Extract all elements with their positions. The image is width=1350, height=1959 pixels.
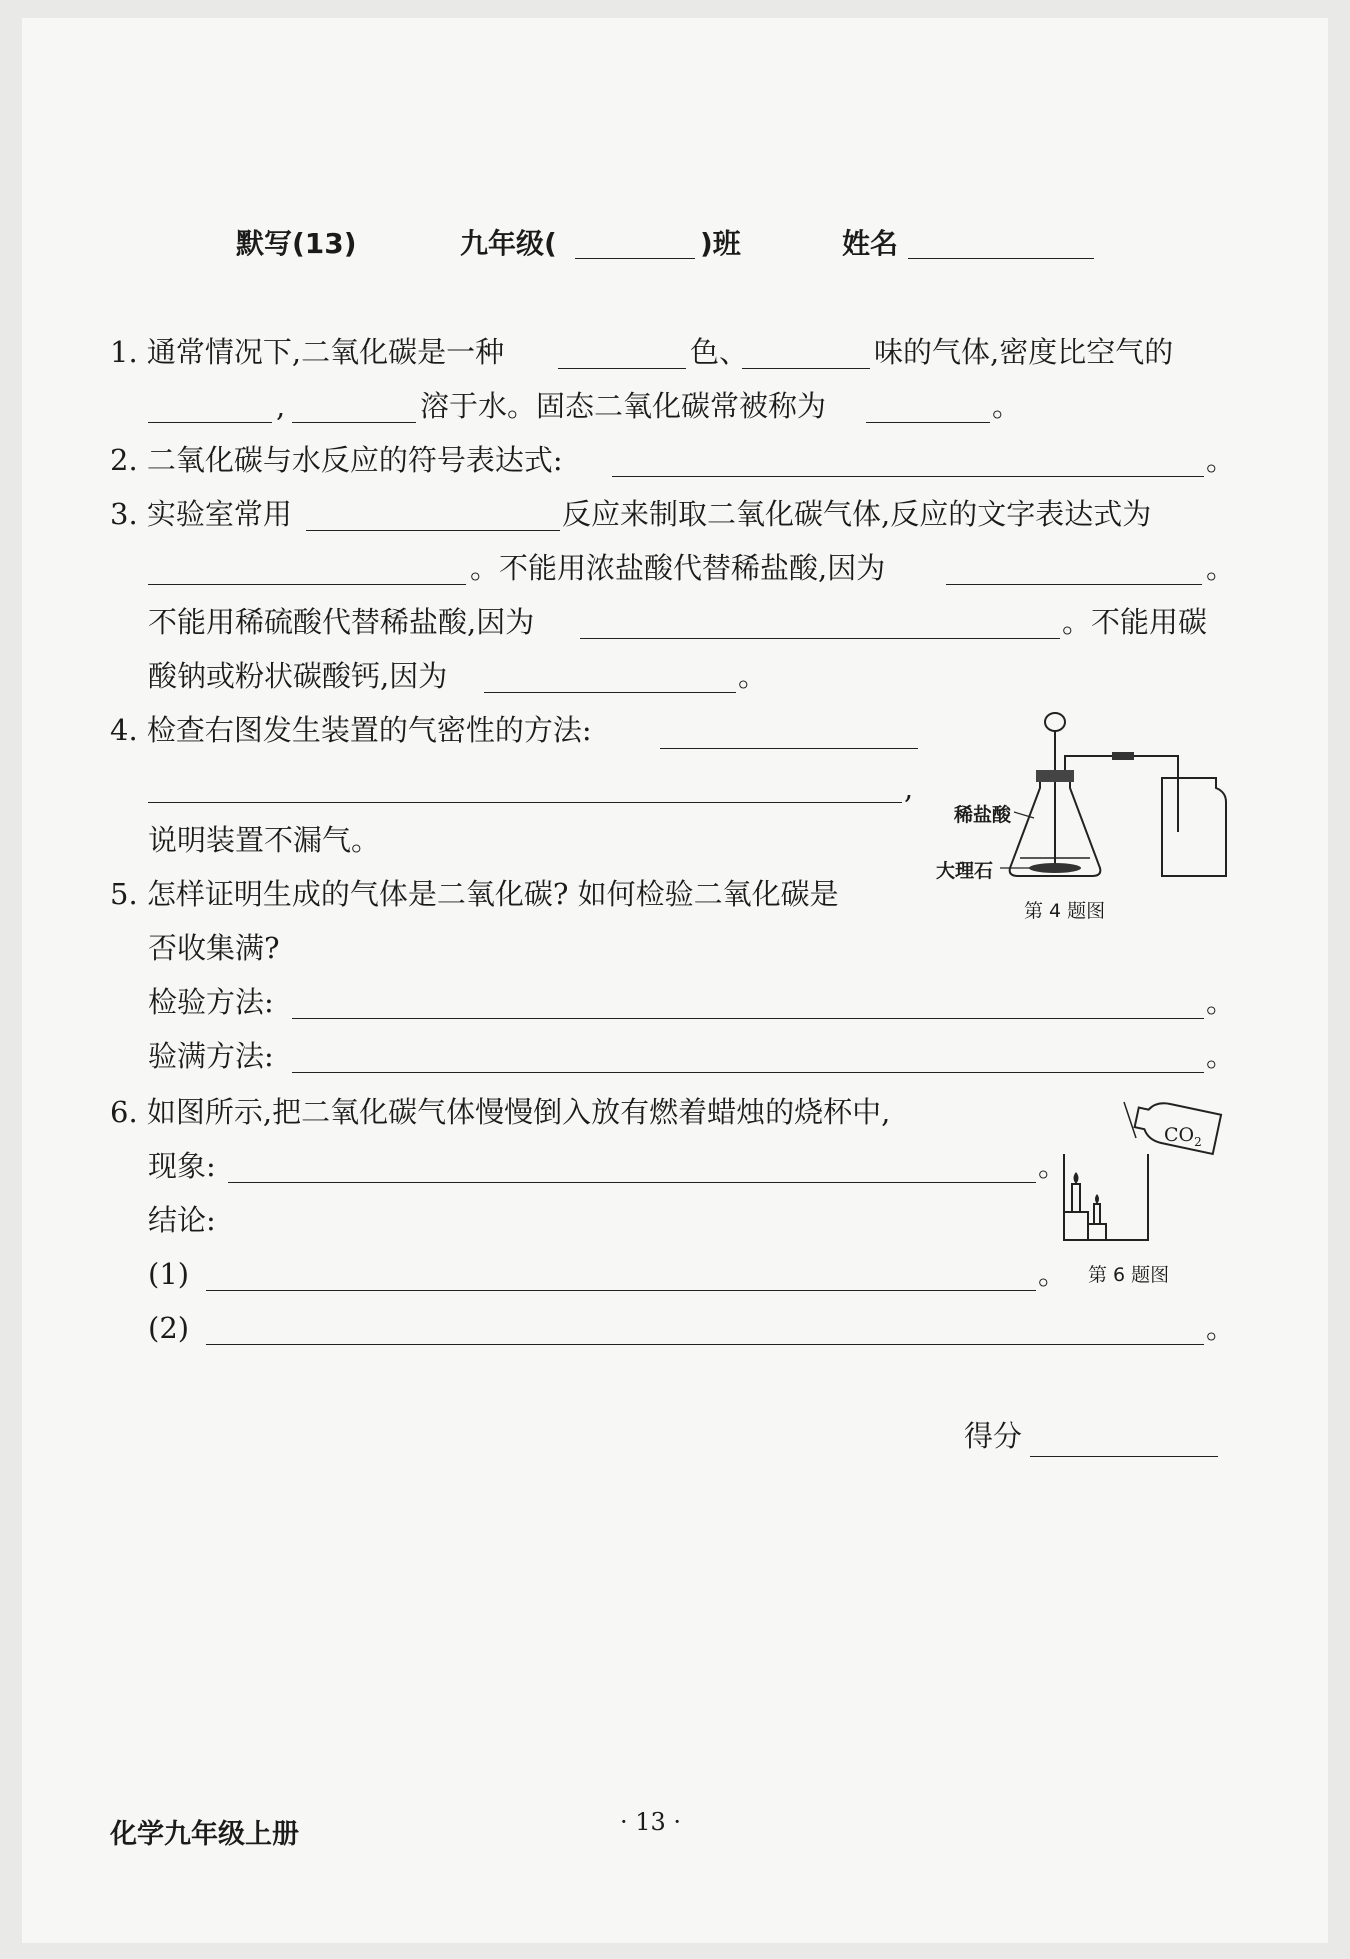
q1-line2-a: ,	[276, 389, 286, 423]
q6-conclusion-1-end: 。	[1038, 1257, 1068, 1291]
q1-blank-color[interactable]	[558, 368, 686, 369]
name-blank[interactable]	[908, 258, 1094, 259]
q3-line2-b: 。	[1206, 551, 1236, 585]
q6-phenomenon-label: 现象:	[148, 1149, 216, 1183]
q2-end: 。	[1206, 443, 1236, 477]
fig4-acid-label: 稀盐酸	[954, 804, 1012, 826]
q5-line1: 5. 怎样证明生成的气体是二氧化碳? 如何检验二氧化碳是	[110, 877, 839, 911]
q1-line2-c: 。	[992, 389, 1022, 423]
q3-blank-reaction[interactable]	[306, 530, 560, 531]
score-blank[interactable]	[1030, 1456, 1218, 1457]
q4-blank-2[interactable]	[148, 802, 902, 803]
q2-text: 2. 二氧化碳与水反应的符号表达式:	[110, 443, 563, 477]
q4-line1: 4. 检查右图发生装置的气密性的方法:	[110, 713, 592, 747]
q3-line1-a: 3. 实验室常用	[110, 497, 292, 531]
q3-line1-b: 反应来制取二氧化碳气体,反应的文字表达式为	[562, 497, 1152, 531]
book-title: 化学九年级上册	[110, 1819, 299, 1850]
candle-beaker-figure	[1058, 1094, 1228, 1254]
q6-conclusion-2-end: 。	[1206, 1311, 1236, 1345]
q4-blank-1[interactable]	[660, 748, 918, 749]
q5-blank-test[interactable]	[292, 1018, 1204, 1019]
fig6-co2-text: CO	[1164, 1124, 1195, 1146]
page-number: · 13 ·	[620, 1808, 682, 1836]
class-suffix: )班	[700, 227, 741, 260]
q6-conclusion-1-label: (1)	[148, 1257, 190, 1291]
q6-blank-conclusion-2[interactable]	[206, 1344, 1204, 1345]
q2-blank[interactable]	[612, 476, 1204, 477]
name-label: 姓名	[842, 227, 899, 260]
q3-line4-a: 酸钠或粉状碳酸钙,因为	[148, 659, 448, 693]
q6-line1: 6. 如图所示,把二氧化碳气体慢慢倒入放有燃着蜡烛的烧杯中,	[110, 1095, 891, 1129]
q5-full-end: 。	[1206, 1039, 1236, 1073]
q5-full-label: 验满方法:	[148, 1039, 274, 1073]
q3-blank-powder[interactable]	[484, 692, 736, 693]
q1-line1-c: 味的气体,密度比空气的	[874, 335, 1174, 369]
q6-phenomenon-end: 。	[1038, 1149, 1068, 1183]
score-label: 得分	[964, 1419, 1023, 1453]
dictation-title: 默写(13)	[236, 227, 357, 260]
q1-line1-a: 1. 通常情况下,二氧化碳是一种	[110, 335, 505, 369]
fig4-marble-label: 大理石	[936, 860, 994, 882]
fig4-caption: 第 4 题图	[1024, 900, 1106, 922]
q3-blank-equation[interactable]	[148, 584, 466, 585]
q1-line1-b: 色、	[690, 335, 749, 369]
q3-blank-conc-hcl[interactable]	[946, 584, 1202, 585]
q1-blank-smell[interactable]	[742, 368, 870, 369]
q6-blank-conclusion-1[interactable]	[206, 1290, 1036, 1291]
q5-test-label: 检验方法:	[148, 985, 274, 1019]
q6-conclusion-2-label: (2)	[148, 1311, 190, 1345]
fig6-caption: 第 6 题图	[1088, 1264, 1170, 1286]
class-blank[interactable]	[575, 258, 695, 259]
q3-line4-b: 。	[738, 659, 768, 693]
q5-blank-full[interactable]	[292, 1072, 1204, 1073]
q1-blank-solubility[interactable]	[292, 422, 416, 423]
q5-line2: 否收集满?	[148, 931, 280, 965]
q6-conclusion-label: 结论:	[148, 1203, 216, 1237]
q1-line2-b: 溶于水。固态二氧化碳常被称为	[420, 389, 827, 423]
worksheet-page	[22, 18, 1328, 1943]
q6-blank-phenomenon[interactable]	[228, 1182, 1036, 1183]
q3-line3-b: 。不能用碳	[1062, 605, 1208, 639]
q3-line3-a: 不能用稀硫酸代替稀盐酸,因为	[148, 605, 535, 639]
q3-line2-a: 。不能用浓盐酸代替稀盐酸,因为	[470, 551, 886, 585]
q5-test-end: 。	[1206, 985, 1236, 1019]
q1-blank-density[interactable]	[148, 422, 272, 423]
q4-line2-end: ,	[904, 771, 914, 805]
q4-line3: 说明装置不漏气。	[148, 823, 381, 857]
q1-blank-dry-ice[interactable]	[866, 422, 990, 423]
q3-blank-h2so4[interactable]	[580, 638, 1060, 639]
grade-label: 九年级(	[460, 227, 557, 260]
fig6-co2-label	[1164, 1124, 1202, 1149]
fig6-co2-subscript: 2	[1194, 1134, 1202, 1149]
